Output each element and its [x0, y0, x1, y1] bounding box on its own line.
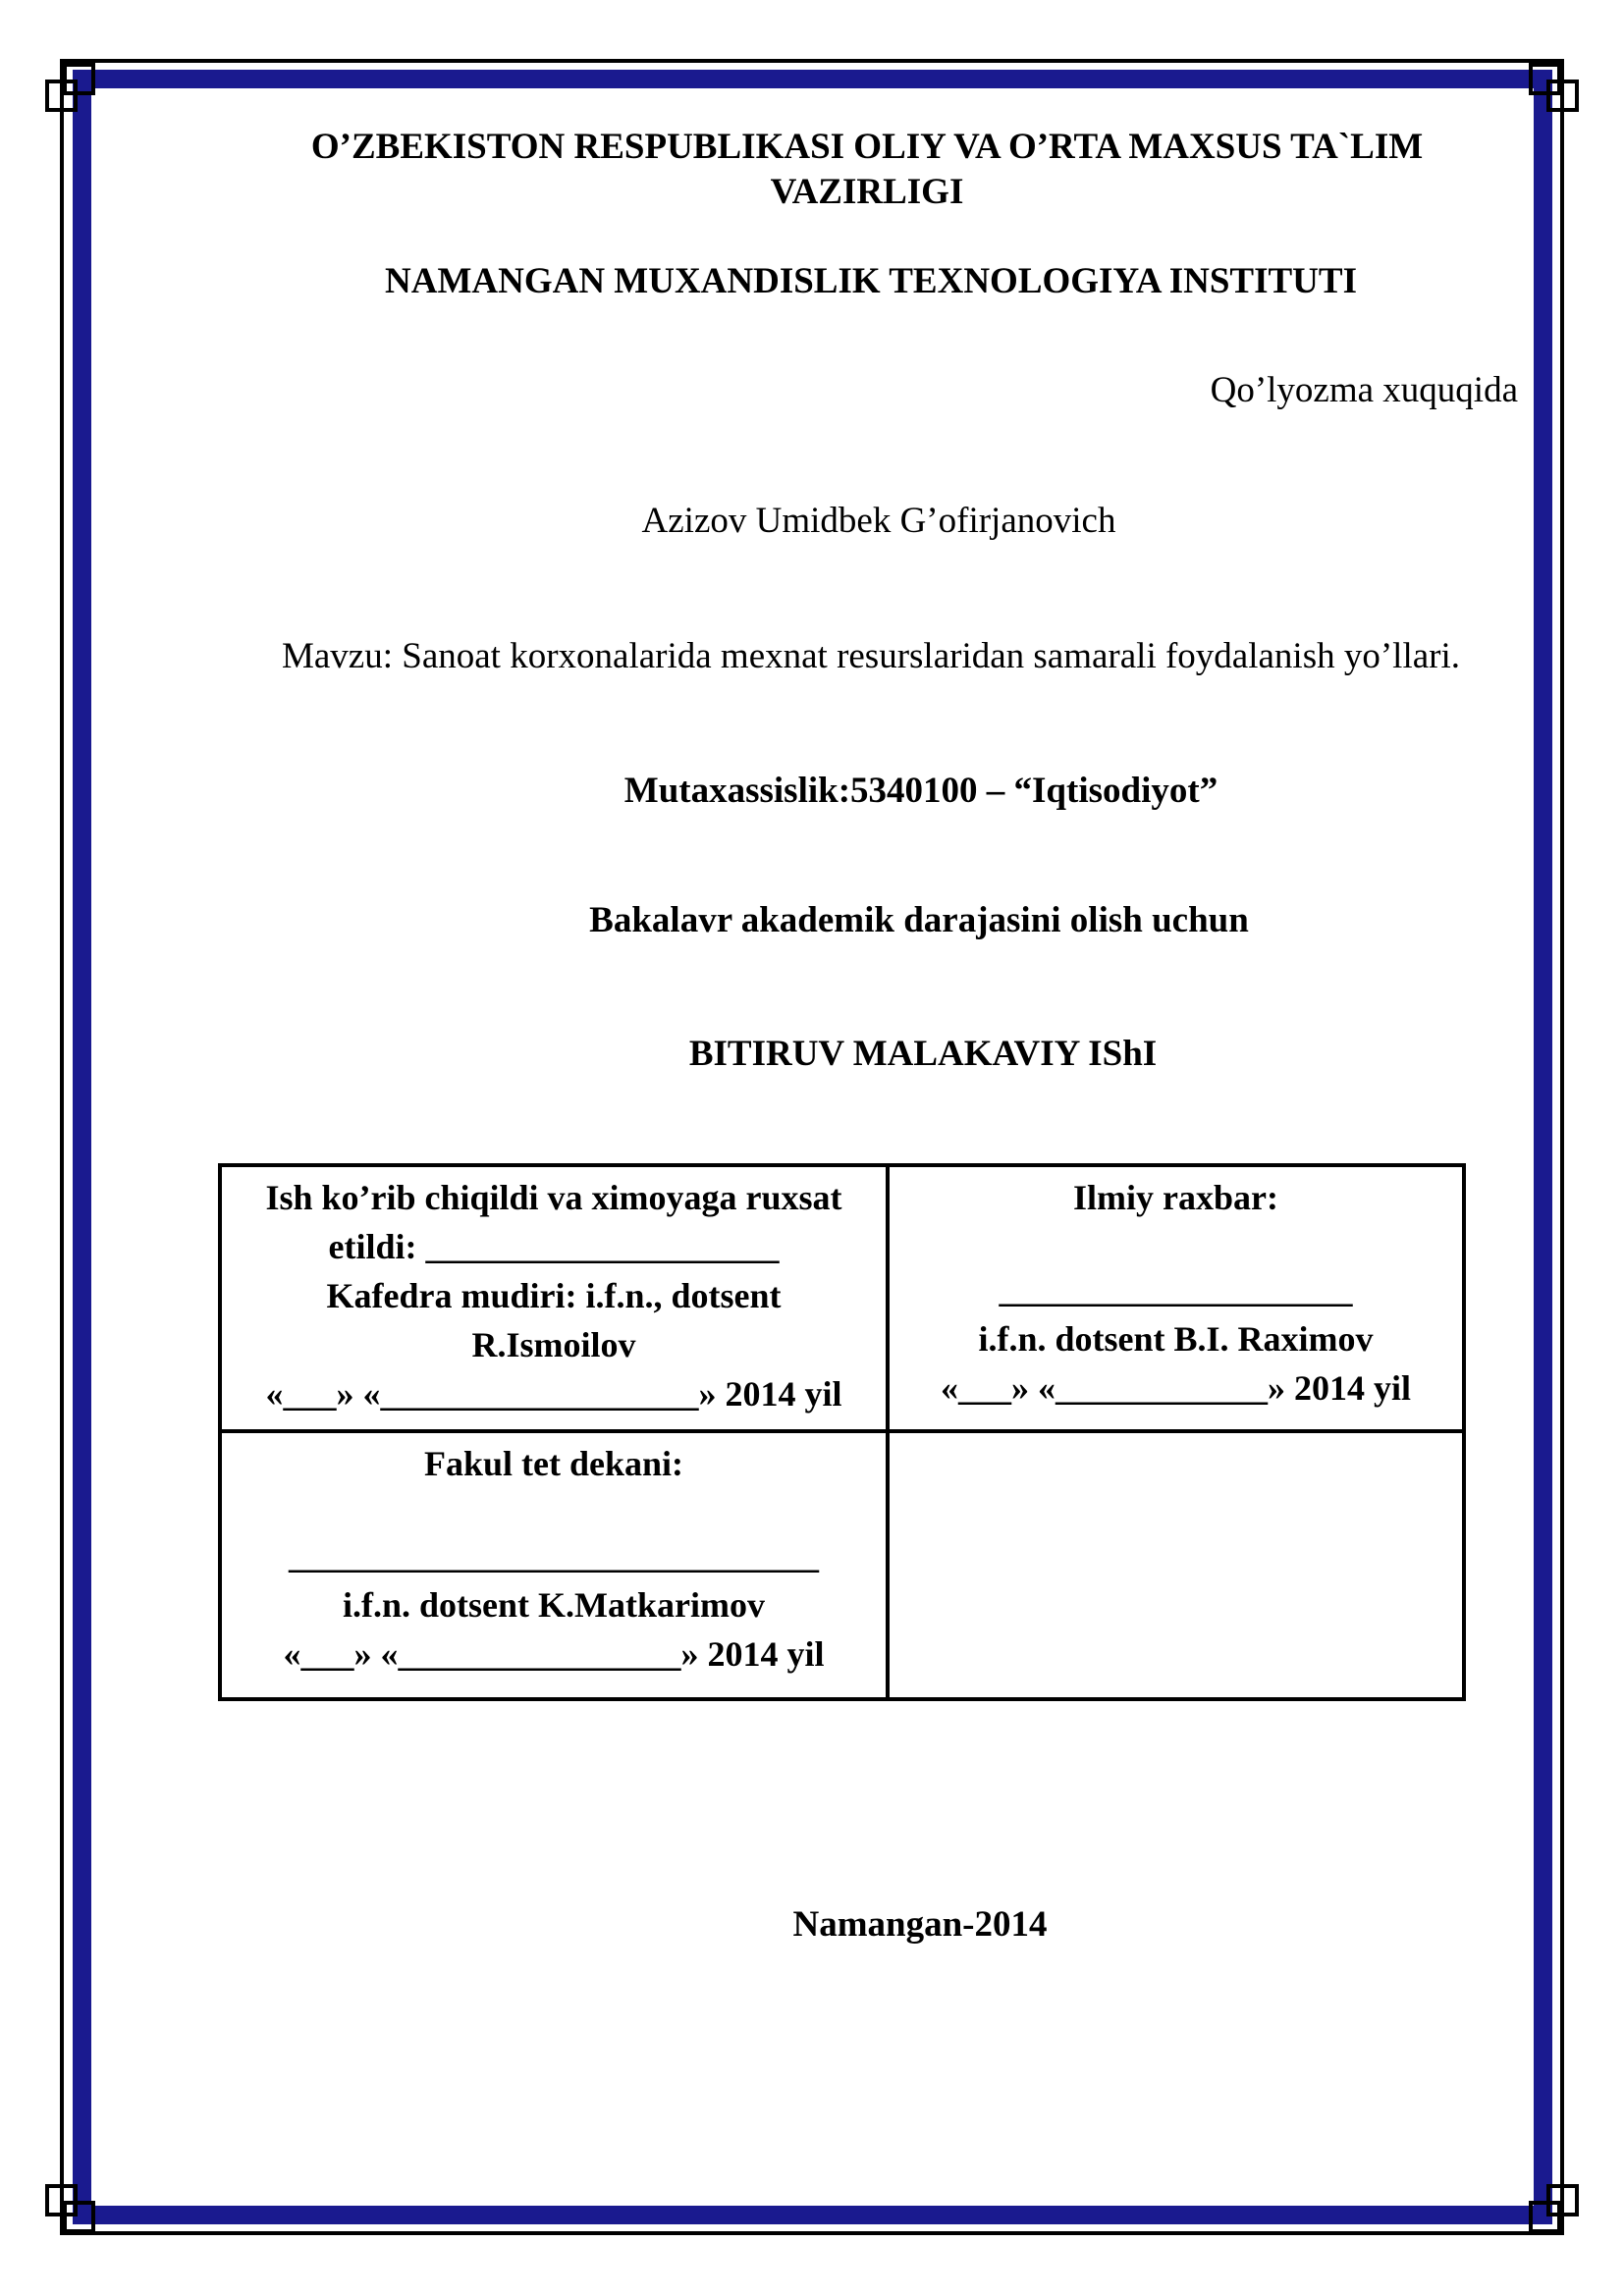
speciality-line: Mutaxassislik:5340100 – “Iqtisodiyot”	[623, 771, 1218, 811]
corner-ornament-top-left	[45, 80, 78, 112]
manuscript-note: Qo’lyozma xuquqida	[1210, 370, 1518, 410]
review-line: etildi: ____________________	[328, 1227, 780, 1266]
dean-name: i.f.n. dotsent K.Matkarimov	[343, 1585, 765, 1625]
ministry-title	[92, 125, 1532, 215]
ministry-title-line2: VAZIRLIGI	[770, 172, 964, 212]
dean-cell	[220, 1431, 888, 1699]
review-line: Kafedra mudiri: i.f.n., dotsent	[326, 1276, 782, 1315]
review-cell	[220, 1165, 888, 1431]
review-date-line: «___» «__________________» 2014 yil	[265, 1374, 842, 1414]
approval-table-row	[220, 1165, 1464, 1431]
dean-signature-line: ______________________________	[289, 1536, 819, 1575]
corner-ornament-bottom-right	[1546, 2184, 1579, 2216]
empty-cell	[888, 1431, 1464, 1699]
dean-heading: Fakul tet dekani:	[423, 1444, 684, 1483]
work-title: BITIRUV MALAKAVIY IShI	[688, 1034, 1158, 1074]
approval-table-row	[220, 1431, 1464, 1699]
approval-table	[218, 1163, 1466, 1701]
supervisor-signature-line: ____________________	[999, 1270, 1353, 1309]
review-line: R.Ismoilov	[471, 1325, 636, 1364]
city-year: Namangan-2014	[792, 1904, 1048, 1945]
supervisor-date-line: «___» «____________» 2014 yil	[940, 1368, 1411, 1408]
dean-date-line: «___» «________________» 2014 yil	[283, 1634, 825, 1674]
corner-ornament-bottom-left	[45, 2184, 78, 2216]
review-line: Ish ko’rib chiqildi va ximoyaga ruxsat	[265, 1178, 842, 1217]
supervisor-cell	[888, 1165, 1464, 1431]
corner-ornament-top-right	[1546, 80, 1579, 112]
supervisor-name: i.f.n. dotsent B.I. Raximov	[978, 1319, 1374, 1359]
thesis-topic: Mavzu: Sanoat korxonalarida mexnat resurslaridan samarali foydalanish yo’llari.	[281, 636, 1461, 676]
supervisor-heading: Ilmiy raxbar:	[1073, 1178, 1278, 1217]
degree-note: Bakalavr akademik darajasini olish uchun	[589, 900, 1249, 940]
author-name: Azizov Umidbek G’ofirjanovich	[641, 501, 1116, 541]
institute-name: NAMANGAN MUXANDISLIK TEXNOLOGIYA INSTITUTI	[385, 261, 1357, 301]
ministry-title-line1: O’ZBEKISTON RESPUBLIKASI OLIY VA O’RTA MAXSUS TA`LIM	[310, 127, 1424, 167]
